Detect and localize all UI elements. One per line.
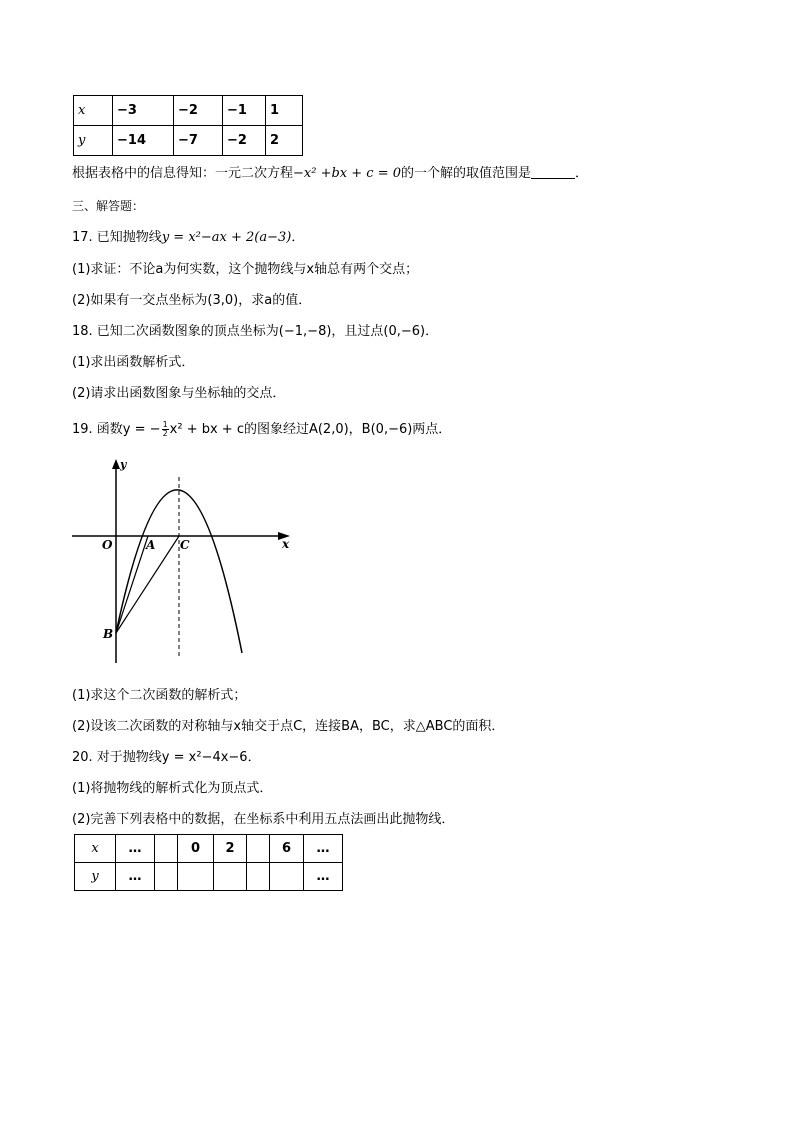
fraction	[162, 421, 169, 438]
point-b-label: B	[103, 627, 114, 641]
q16-prefix: 根据表格中的信息得知：一元二次方程	[72, 166, 294, 181]
q16-sentence	[72, 164, 588, 184]
q17-stem-prefix: 17. 已知抛物线	[72, 230, 162, 245]
table-cell: …	[116, 835, 155, 863]
q16-suffix: 的一个解的取值范围是	[401, 166, 532, 181]
q19-stem	[72, 420, 451, 440]
q16-end: ．	[575, 166, 589, 181]
table-cell: x	[75, 835, 116, 863]
table-cell: 2	[266, 126, 303, 156]
origin-label: O	[102, 538, 113, 552]
table-cell: −2	[174, 96, 223, 126]
q18-part2: (2)请求出函数图象与坐标轴的交点．	[72, 386, 286, 401]
q17-stem-end: ．	[291, 230, 305, 245]
table-cell: …	[116, 863, 155, 891]
table-cell: −14	[113, 126, 174, 156]
fraction-numerator: 1	[162, 420, 168, 429]
q17-equation: y = x²−ax + 2(a−3)	[161, 230, 292, 245]
q16-equation: −x² +bx + c = 0	[293, 166, 401, 181]
table-cell: y	[74, 126, 113, 156]
q17-stem	[72, 228, 304, 248]
table-cell[interactable]	[178, 863, 214, 891]
parabola-figure	[68, 455, 300, 670]
q20-stem: 20. 对于抛物线y = x²−4x−6．	[72, 750, 261, 765]
table-cell[interactable]	[270, 863, 304, 891]
q19-part1: (1)求这个二次函数的解析式；	[72, 688, 247, 703]
table-cell: −1	[223, 96, 266, 126]
fraction-denominator: 2	[162, 429, 168, 438]
table-cell[interactable]	[214, 863, 247, 891]
answer-blank[interactable]	[531, 166, 575, 179]
table-cell: 1	[266, 96, 303, 126]
y-axis-label: y	[120, 458, 127, 471]
table-cell[interactable]	[155, 863, 178, 891]
table-cell: 0	[178, 835, 214, 863]
table-cell: …	[304, 863, 343, 891]
table-cell: −2	[223, 126, 266, 156]
section-title: 三、解答题：	[72, 199, 145, 213]
y-axis-arrow-icon	[112, 459, 120, 469]
q19-stem-suffix: x² + bx + c的图象经过A(2,0)，B(0,−6)两点．	[169, 422, 452, 437]
value-table-1	[73, 95, 303, 156]
q19-part2: (2)设该二次函数的对称轴与x轴交于点C，连接BA，BC，求△ABC的面积．	[72, 719, 505, 734]
table-cell: 6	[270, 835, 304, 863]
q17-part1: (1)求证：不论a为何实数，这个抛物线与x轴总有两个交点；	[72, 262, 419, 277]
table-cell[interactable]	[247, 863, 270, 891]
point-a-label: A	[146, 538, 156, 552]
q20-part1: (1)将抛物线的解析式化为顶点式．	[72, 781, 273, 796]
table-cell	[155, 835, 178, 863]
table-row	[74, 126, 303, 156]
table-cell: −7	[174, 126, 223, 156]
q19-stem-prefix: 19. 函数y = −	[72, 422, 161, 437]
q18-stem: 18. 已知二次函数图象的顶点坐标为(−1,−8)，且过点(0,−6)．	[72, 324, 439, 339]
x-axis-label: x	[282, 537, 290, 551]
point-c-label: C	[180, 538, 190, 552]
q20-part2: (2)完善下列表格中的数据，在坐标系中利用五点法画出此抛物线．	[72, 812, 455, 827]
value-table-2	[74, 834, 343, 891]
table-cell: …	[304, 835, 343, 863]
q18-part1: (1)求出函数解析式．	[72, 355, 195, 370]
table-row	[74, 96, 303, 126]
table-cell: y	[75, 863, 116, 891]
table-cell	[247, 835, 270, 863]
table-cell: x	[74, 96, 113, 126]
table-cell: 2	[214, 835, 247, 863]
segment-ba	[116, 536, 148, 633]
table-cell: −3	[113, 96, 174, 126]
table-row	[75, 835, 343, 863]
table-row	[75, 863, 343, 891]
q17-part2: (2)如果有一交点坐标为(3,0)，求a的值．	[72, 293, 312, 308]
